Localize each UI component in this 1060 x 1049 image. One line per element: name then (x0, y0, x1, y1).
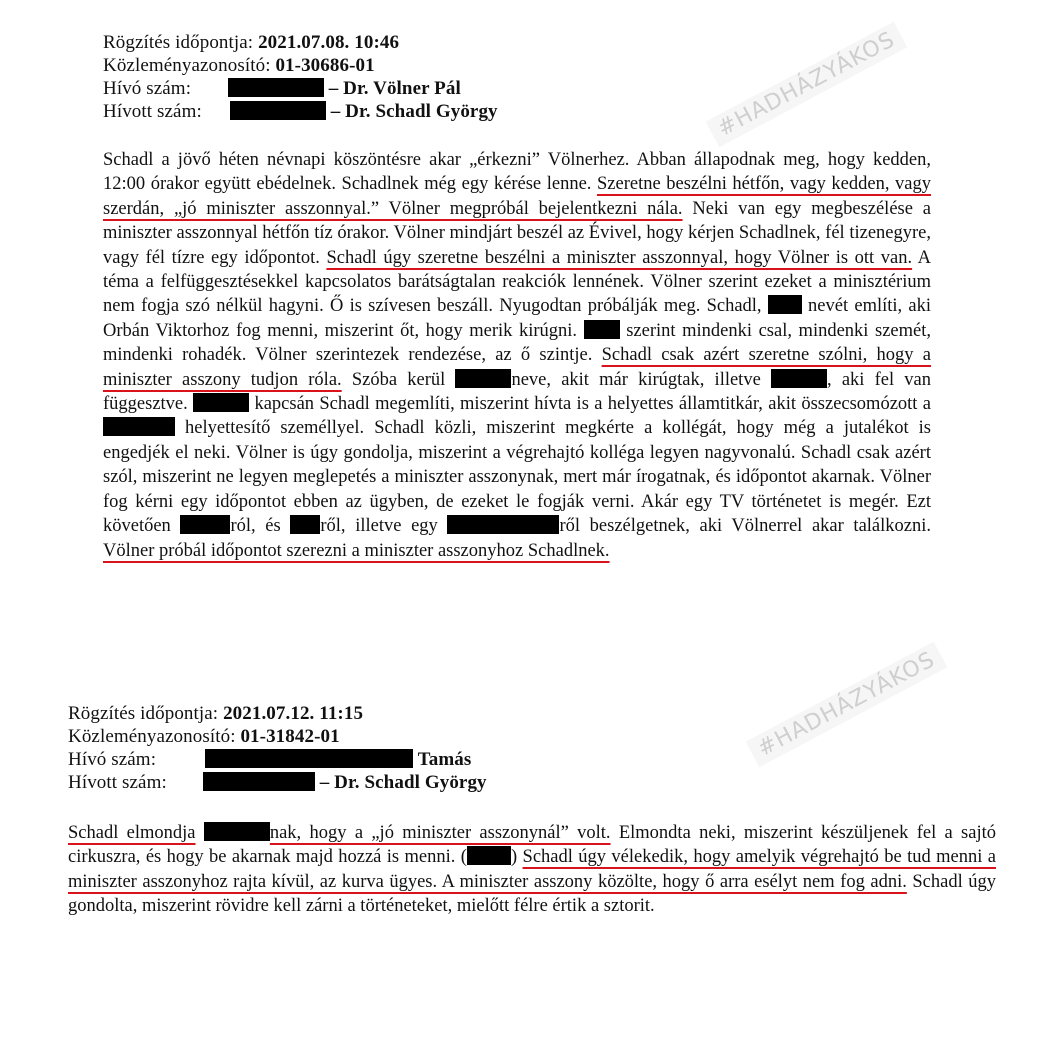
record-id-label: Közleményazonosító: (68, 726, 236, 747)
redaction (290, 515, 320, 534)
caller-row (68, 748, 996, 771)
record-date-row (68, 702, 996, 725)
callee-label: Hívott szám: (103, 101, 202, 122)
callee-row (103, 100, 931, 123)
text: A téma a felfüggesztésekkel kapcsolatos barátságtalan reakciók lennének. Völner szerint ezeket a minisztérium nem fogja szó nélkül hagyni. Ő is szívesen beszáll. Nyugodtan próbálják meg. Schadl, (103, 247, 932, 317)
redaction (584, 320, 620, 339)
redaction (204, 822, 270, 841)
watermark-top: #HADHÁZYÁKOS (706, 22, 908, 148)
record-date-row (103, 31, 931, 54)
record-1-transcript (103, 148, 931, 563)
redaction (455, 369, 511, 388)
redaction (447, 515, 559, 534)
caller-label: Hívó szám: (103, 78, 192, 99)
callee-label: Hívott szám: (68, 772, 167, 793)
record-id-label: Közleményazonosító: (103, 55, 271, 76)
text: neve, akit már kirúgtak, illetve (511, 369, 761, 390)
record-id-row (68, 725, 996, 748)
highlight: Völner próbál időpontot szerezni a miniszter asszonyhoz Schadlnek. (103, 540, 610, 561)
redaction (180, 515, 230, 534)
caller-row (103, 77, 931, 100)
text: Neki van egy megbeszélése a miniszter asszonnyal hétfőn tíz órakor. Völner mindjárt beszél az Évivel, hogy kérjen Schadlnek, fél tizenegyre, vagy fél tízre egy időpontot. (103, 198, 931, 268)
highlight: Szeretne beszélni hétfőn, vagy kedden, vagy szerdán, „jó miniszter asszonnyal.” Völner megpróbál bejelentkezni nála. (103, 174, 931, 219)
redaction (768, 295, 802, 314)
text: ről, illetve egy (320, 516, 438, 537)
text: ) (510, 847, 523, 868)
caller-label: Hívó szám: (68, 749, 157, 770)
record-2 (68, 702, 996, 919)
callee-name: – Dr. Schadl György (319, 772, 487, 793)
callee-name: – Dr. Schadl György (330, 101, 498, 122)
highlight: Schadl úgy vélekedik, hogy amelyik végrehajtó be tud menni a miniszter asszonyhoz rajta kívül, az kurva ügyes. A miniszter asszony közölte, hogy ő arra esélyt nem fog adni. (68, 847, 997, 892)
redaction (205, 749, 413, 768)
record-id-value: 01-30686-01 (275, 55, 375, 76)
record-date-value: 2021.07.08. 10:46 (258, 32, 400, 53)
callee-row (68, 771, 996, 794)
redaction (230, 101, 326, 120)
text: ról, és (230, 516, 281, 537)
text: , aki fel van függesztve. (103, 369, 932, 415)
record-1 (103, 31, 931, 563)
highlight: Schadl úgy szeretne beszélni a miniszter asszonnyal, hogy Völner is ott van. (326, 247, 913, 268)
text: nevét említi, aki Orbán Viktorhoz fog menni, miszerint őt, hogy merik kirúgni. (103, 296, 931, 341)
text: szerint mindenki csal, mindenki szemét, mindenki rohadék. Völner szerintezek rendezése, az ő szintje. (103, 320, 932, 366)
redaction (228, 78, 324, 97)
record-1-header (103, 31, 931, 123)
record-id-row (103, 54, 931, 77)
text: Szóba kerül (341, 369, 446, 390)
redaction (193, 393, 249, 412)
record-2-transcript (68, 821, 996, 919)
text: kapcsán Schadl megemlíti, miszerint hívta is a helyettes államtitkár, akit összecsomózott a (249, 394, 931, 415)
record-date-label: Rögzítés időpontja: (103, 32, 254, 53)
redaction (467, 846, 511, 865)
record-2-header (68, 702, 996, 794)
text: Schadl úgy gondolta, miszerint rövidre kell zárni a történeteket, mielőtt félre értik a sztorit. (68, 871, 996, 917)
record-date-value: 2021.07.12. 11:15 (223, 703, 364, 724)
redaction (771, 369, 827, 388)
text: Schadl a jövő héten névnapi köszöntésre akar „érkezni” Völnerhez. Abban állapodnak meg, hogy kedden, 12:00 órakor együtt ebédelnek. Schadlnek még egy kérése lenne. (103, 150, 931, 195)
highlight: Schadl elmondja (68, 823, 196, 843)
redaction (203, 772, 315, 791)
redaction (103, 417, 175, 436)
record-id-value: 01-31842-01 (240, 726, 340, 747)
caller-name: – Dr. Völner Pál (328, 78, 461, 99)
caller-name: Tamás (417, 749, 472, 770)
text: helyettesítő személlyel. Schadl közli, miszerint megkérte a kollégát, hogy még a jutalékot is engedjék el neki. Völner is úgy gondolja, miszerint a végrehajtó kolléga legyen nagyvonalú. Schadl csak azért szól, miszerint ne legyen meglepetés a miniszter asszonynak, mert már írogatnak, és időpontot akarnak. Völner fog kérni egy időpontot ebben az ügyben, de ezeket le fogják verni. Akár egy TV történetet is megér. Ezt követően (103, 418, 931, 537)
highlight: Schadl csak azért szeretne szólni, hogy a miniszter asszony tudjon róla. (103, 345, 932, 390)
text: Elmondta neki, miszerint készüljenek fel a sajtó cirkuszra, és hogy be akarnak majd hozzá is menni. ( (68, 823, 996, 868)
watermark-bottom: #HADHÁZYÁKOS (746, 642, 948, 768)
text: ről beszélgetnek, aki Völnerrel akar találkozni. (559, 516, 932, 537)
record-date-label: Rögzítés időpontja: (68, 703, 219, 724)
highlight: nak, hogy a „jó miniszter asszonynál” volt. (269, 823, 611, 843)
